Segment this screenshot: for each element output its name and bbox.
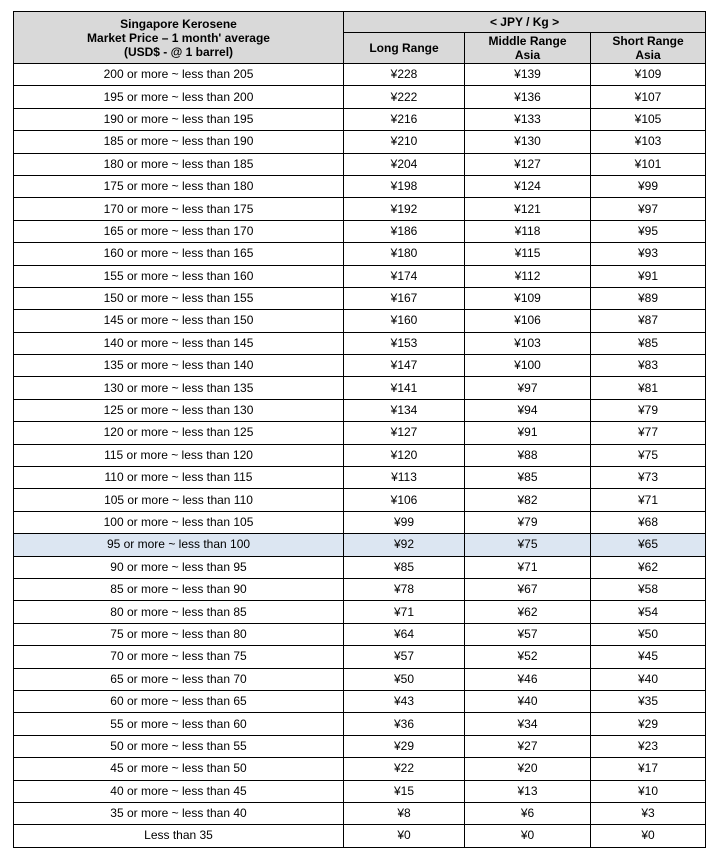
- long-range-cell: ¥50: [344, 668, 465, 690]
- short-range-cell: ¥50: [591, 623, 706, 645]
- table-row: [14, 422, 706, 444]
- middle-range-cell: ¥130: [465, 131, 591, 153]
- middle-range-cell: ¥106: [465, 310, 591, 332]
- short-range-cell: ¥77: [591, 422, 706, 444]
- table-row-highlighted: [14, 534, 706, 556]
- table-row: [14, 713, 706, 735]
- short-range-cell: ¥89: [591, 287, 706, 309]
- short-range-cell: ¥85: [591, 332, 706, 354]
- middle-range-cell: ¥103: [465, 332, 591, 354]
- short-range-cell: ¥107: [591, 86, 706, 108]
- short-range-cell: ¥45: [591, 646, 706, 668]
- table-row: [14, 489, 706, 511]
- short-range-cell: ¥91: [591, 265, 706, 287]
- table-row: [14, 86, 706, 108]
- price-range-cell: 40 or more ~ less than 45: [14, 780, 344, 802]
- kerosene-price-table: [13, 11, 706, 848]
- table-row: [14, 690, 706, 712]
- short-range-cell: ¥35: [591, 690, 706, 712]
- long-range-cell: ¥222: [344, 86, 465, 108]
- price-range-cell: 70 or more ~ less than 75: [14, 646, 344, 668]
- price-range-cell: 135 or more ~ less than 140: [14, 355, 344, 377]
- short-range-cell: ¥99: [591, 175, 706, 197]
- table-row: [14, 287, 706, 309]
- price-range-cell: 175 or more ~ less than 180: [14, 175, 344, 197]
- long-range-cell: ¥15: [344, 780, 465, 802]
- price-range-cell: 185 or more ~ less than 190: [14, 131, 344, 153]
- table-row: [14, 332, 706, 354]
- market-price-header-line3: (USD$ - @ 1 barrel): [123, 44, 234, 59]
- short-range-cell: ¥97: [591, 198, 706, 220]
- long-range-cell: ¥180: [344, 243, 465, 265]
- table-row: [14, 601, 706, 623]
- long-range-cell: ¥0: [344, 825, 465, 847]
- table-row: [14, 802, 706, 824]
- table-row: [14, 758, 706, 780]
- middle-range-cell: ¥34: [465, 713, 591, 735]
- short-range-cell: ¥71: [591, 489, 706, 511]
- long-range-cell: ¥22: [344, 758, 465, 780]
- middle-range-cell: ¥112: [465, 265, 591, 287]
- price-range-cell: 110 or more ~ less than 115: [14, 467, 344, 489]
- middle-range-cell: ¥97: [465, 377, 591, 399]
- short-range-cell: ¥54: [591, 601, 706, 623]
- middle-range-cell: ¥13: [465, 780, 591, 802]
- middle-range-cell: ¥52: [465, 646, 591, 668]
- long-range-cell: ¥228: [344, 64, 465, 86]
- middle-range-header-line2: Asia: [514, 48, 541, 62]
- long-range-cell: ¥141: [344, 377, 465, 399]
- long-range-cell: ¥99: [344, 511, 465, 533]
- price-range-cell: 125 or more ~ less than 130: [14, 399, 344, 421]
- short-range-cell: ¥87: [591, 310, 706, 332]
- long-range-cell: ¥71: [344, 601, 465, 623]
- table-row: [14, 355, 706, 377]
- middle-range-cell: ¥27: [465, 735, 591, 757]
- price-range-cell: 155 or more ~ less than 160: [14, 265, 344, 287]
- long-range-cell: ¥174: [344, 265, 465, 287]
- table-row: [14, 108, 706, 130]
- long-range-cell: ¥210: [344, 131, 465, 153]
- table-row: [14, 243, 706, 265]
- middle-range-cell: ¥124: [465, 175, 591, 197]
- price-range-cell: 180 or more ~ less than 185: [14, 153, 344, 175]
- middle-range-cell: ¥6: [465, 802, 591, 824]
- table-row: [14, 377, 706, 399]
- short-range-cell: ¥101: [591, 153, 706, 175]
- price-range-cell: 90 or more ~ less than 95: [14, 556, 344, 578]
- table-row: [14, 265, 706, 287]
- long-range-cell: ¥85: [344, 556, 465, 578]
- long-range-cell: ¥127: [344, 422, 465, 444]
- long-range-cell: ¥147: [344, 355, 465, 377]
- long-range-cell: ¥160: [344, 310, 465, 332]
- price-range-cell: 150 or more ~ less than 155: [14, 287, 344, 309]
- middle-range-cell: ¥85: [465, 467, 591, 489]
- long-range-cell: ¥167: [344, 287, 465, 309]
- table-row: [14, 64, 706, 86]
- long-range-cell: ¥43: [344, 690, 465, 712]
- price-range-cell: Less than 35: [14, 825, 344, 847]
- short-range-cell: ¥65: [591, 534, 706, 556]
- short-range-cell: ¥83: [591, 355, 706, 377]
- short-range-cell: ¥58: [591, 578, 706, 600]
- table-row: [14, 646, 706, 668]
- table-row: [14, 511, 706, 533]
- middle-range-cell: ¥67: [465, 578, 591, 600]
- short-range-header: [591, 33, 706, 64]
- price-range-cell: 80 or more ~ less than 85: [14, 601, 344, 623]
- price-range-cell: 100 or more ~ less than 105: [14, 511, 344, 533]
- middle-range-header: [465, 33, 591, 64]
- long-range-cell: ¥57: [344, 646, 465, 668]
- table-header: [14, 12, 706, 64]
- middle-range-cell: ¥121: [465, 198, 591, 220]
- table-row: [14, 623, 706, 645]
- middle-range-cell: ¥136: [465, 86, 591, 108]
- long-range-cell: ¥153: [344, 332, 465, 354]
- middle-range-cell: ¥109: [465, 287, 591, 309]
- middle-range-cell: ¥139: [465, 64, 591, 86]
- table-body: [14, 64, 706, 848]
- short-range-cell: ¥17: [591, 758, 706, 780]
- middle-range-cell: ¥127: [465, 153, 591, 175]
- long-range-cell: ¥204: [344, 153, 465, 175]
- middle-range-cell: ¥75: [465, 534, 591, 556]
- table-row: [14, 578, 706, 600]
- short-range-header-line2: Asia: [635, 48, 661, 62]
- long-range-cell: ¥36: [344, 713, 465, 735]
- middle-range-cell: ¥71: [465, 556, 591, 578]
- long-range-cell: ¥216: [344, 108, 465, 130]
- long-range-cell: ¥186: [344, 220, 465, 242]
- long-range-cell: ¥64: [344, 623, 465, 645]
- long-range-cell: ¥29: [344, 735, 465, 757]
- middle-range-cell: ¥118: [465, 220, 591, 242]
- short-range-cell: ¥0: [591, 825, 706, 847]
- table-row: [14, 175, 706, 197]
- middle-range-cell: ¥57: [465, 623, 591, 645]
- market-price-header-line1: Singapore Kerosene: [120, 16, 237, 31]
- price-range-cell: 60 or more ~ less than 65: [14, 690, 344, 712]
- short-range-cell: ¥68: [591, 511, 706, 533]
- short-range-cell: ¥73: [591, 467, 706, 489]
- middle-range-cell: ¥0: [465, 825, 591, 847]
- short-range-cell: ¥23: [591, 735, 706, 757]
- short-range-cell: ¥62: [591, 556, 706, 578]
- table-row: [14, 131, 706, 153]
- short-range-cell: ¥29: [591, 713, 706, 735]
- middle-range-cell: ¥100: [465, 355, 591, 377]
- price-range-cell: 195 or more ~ less than 200: [14, 86, 344, 108]
- table-row: [14, 220, 706, 242]
- long-range-cell: ¥92: [344, 534, 465, 556]
- price-range-cell: 120 or more ~ less than 125: [14, 422, 344, 444]
- market-price-header-line2: Market Price – 1 month' average: [87, 30, 270, 45]
- price-range-cell: 50 or more ~ less than 55: [14, 735, 344, 757]
- middle-range-cell: ¥20: [465, 758, 591, 780]
- long-range-cell: ¥8: [344, 802, 465, 824]
- price-range-cell: 115 or more ~ less than 120: [14, 444, 344, 466]
- table-row: [14, 556, 706, 578]
- price-range-cell: 165 or more ~ less than 170: [14, 220, 344, 242]
- short-range-cell: ¥81: [591, 377, 706, 399]
- short-range-cell: ¥75: [591, 444, 706, 466]
- price-range-cell: 35 or more ~ less than 40: [14, 802, 344, 824]
- long-range-header: Long Range: [344, 33, 465, 64]
- price-range-cell: 95 or more ~ less than 100: [14, 534, 344, 556]
- table-row: [14, 399, 706, 421]
- table-row: [14, 735, 706, 757]
- short-range-cell: ¥105: [591, 108, 706, 130]
- middle-range-cell: ¥40: [465, 690, 591, 712]
- price-range-cell: 65 or more ~ less than 70: [14, 668, 344, 690]
- middle-range-cell: ¥94: [465, 399, 591, 421]
- table-row: [14, 444, 706, 466]
- short-range-header-line1: Short Range: [612, 34, 684, 48]
- table-row: [14, 825, 706, 847]
- table-row: [14, 668, 706, 690]
- middle-range-cell: ¥62: [465, 601, 591, 623]
- price-range-cell: 140 or more ~ less than 145: [14, 332, 344, 354]
- short-range-cell: ¥93: [591, 243, 706, 265]
- price-range-cell: 170 or more ~ less than 175: [14, 198, 344, 220]
- short-range-cell: ¥109: [591, 64, 706, 86]
- middle-range-cell: ¥82: [465, 489, 591, 511]
- table-row: [14, 467, 706, 489]
- middle-range-cell: ¥79: [465, 511, 591, 533]
- long-range-cell: ¥192: [344, 198, 465, 220]
- short-range-cell: ¥10: [591, 780, 706, 802]
- long-range-cell: ¥120: [344, 444, 465, 466]
- price-range-cell: 190 or more ~ less than 195: [14, 108, 344, 130]
- long-range-cell: ¥106: [344, 489, 465, 511]
- short-range-cell: ¥103: [591, 131, 706, 153]
- price-range-cell: 130 or more ~ less than 135: [14, 377, 344, 399]
- table-row: [14, 780, 706, 802]
- price-range-cell: 105 or more ~ less than 110: [14, 489, 344, 511]
- middle-range-cell: ¥91: [465, 422, 591, 444]
- unit-header: < JPY / Kg >: [344, 12, 706, 33]
- table-row: [14, 198, 706, 220]
- price-range-cell: 85 or more ~ less than 90: [14, 578, 344, 600]
- market-price-header: [14, 12, 344, 64]
- short-range-cell: ¥79: [591, 399, 706, 421]
- middle-range-cell: ¥46: [465, 668, 591, 690]
- short-range-cell: ¥95: [591, 220, 706, 242]
- price-range-cell: 45 or more ~ less than 50: [14, 758, 344, 780]
- short-range-cell: ¥40: [591, 668, 706, 690]
- price-range-cell: 75 or more ~ less than 80: [14, 623, 344, 645]
- price-range-cell: 200 or more ~ less than 205: [14, 64, 344, 86]
- long-range-cell: ¥198: [344, 175, 465, 197]
- short-range-cell: ¥3: [591, 802, 706, 824]
- price-range-cell: 145 or more ~ less than 150: [14, 310, 344, 332]
- long-range-cell: ¥78: [344, 578, 465, 600]
- price-range-cell: 55 or more ~ less than 60: [14, 713, 344, 735]
- long-range-cell: ¥134: [344, 399, 465, 421]
- table-row: [14, 310, 706, 332]
- middle-range-cell: ¥133: [465, 108, 591, 130]
- price-range-cell: 160 or more ~ less than 165: [14, 243, 344, 265]
- table-row: [14, 153, 706, 175]
- middle-range-cell: ¥88: [465, 444, 591, 466]
- middle-range-cell: ¥115: [465, 243, 591, 265]
- middle-range-header-line1: Middle Range: [488, 34, 567, 48]
- long-range-cell: ¥113: [344, 467, 465, 489]
